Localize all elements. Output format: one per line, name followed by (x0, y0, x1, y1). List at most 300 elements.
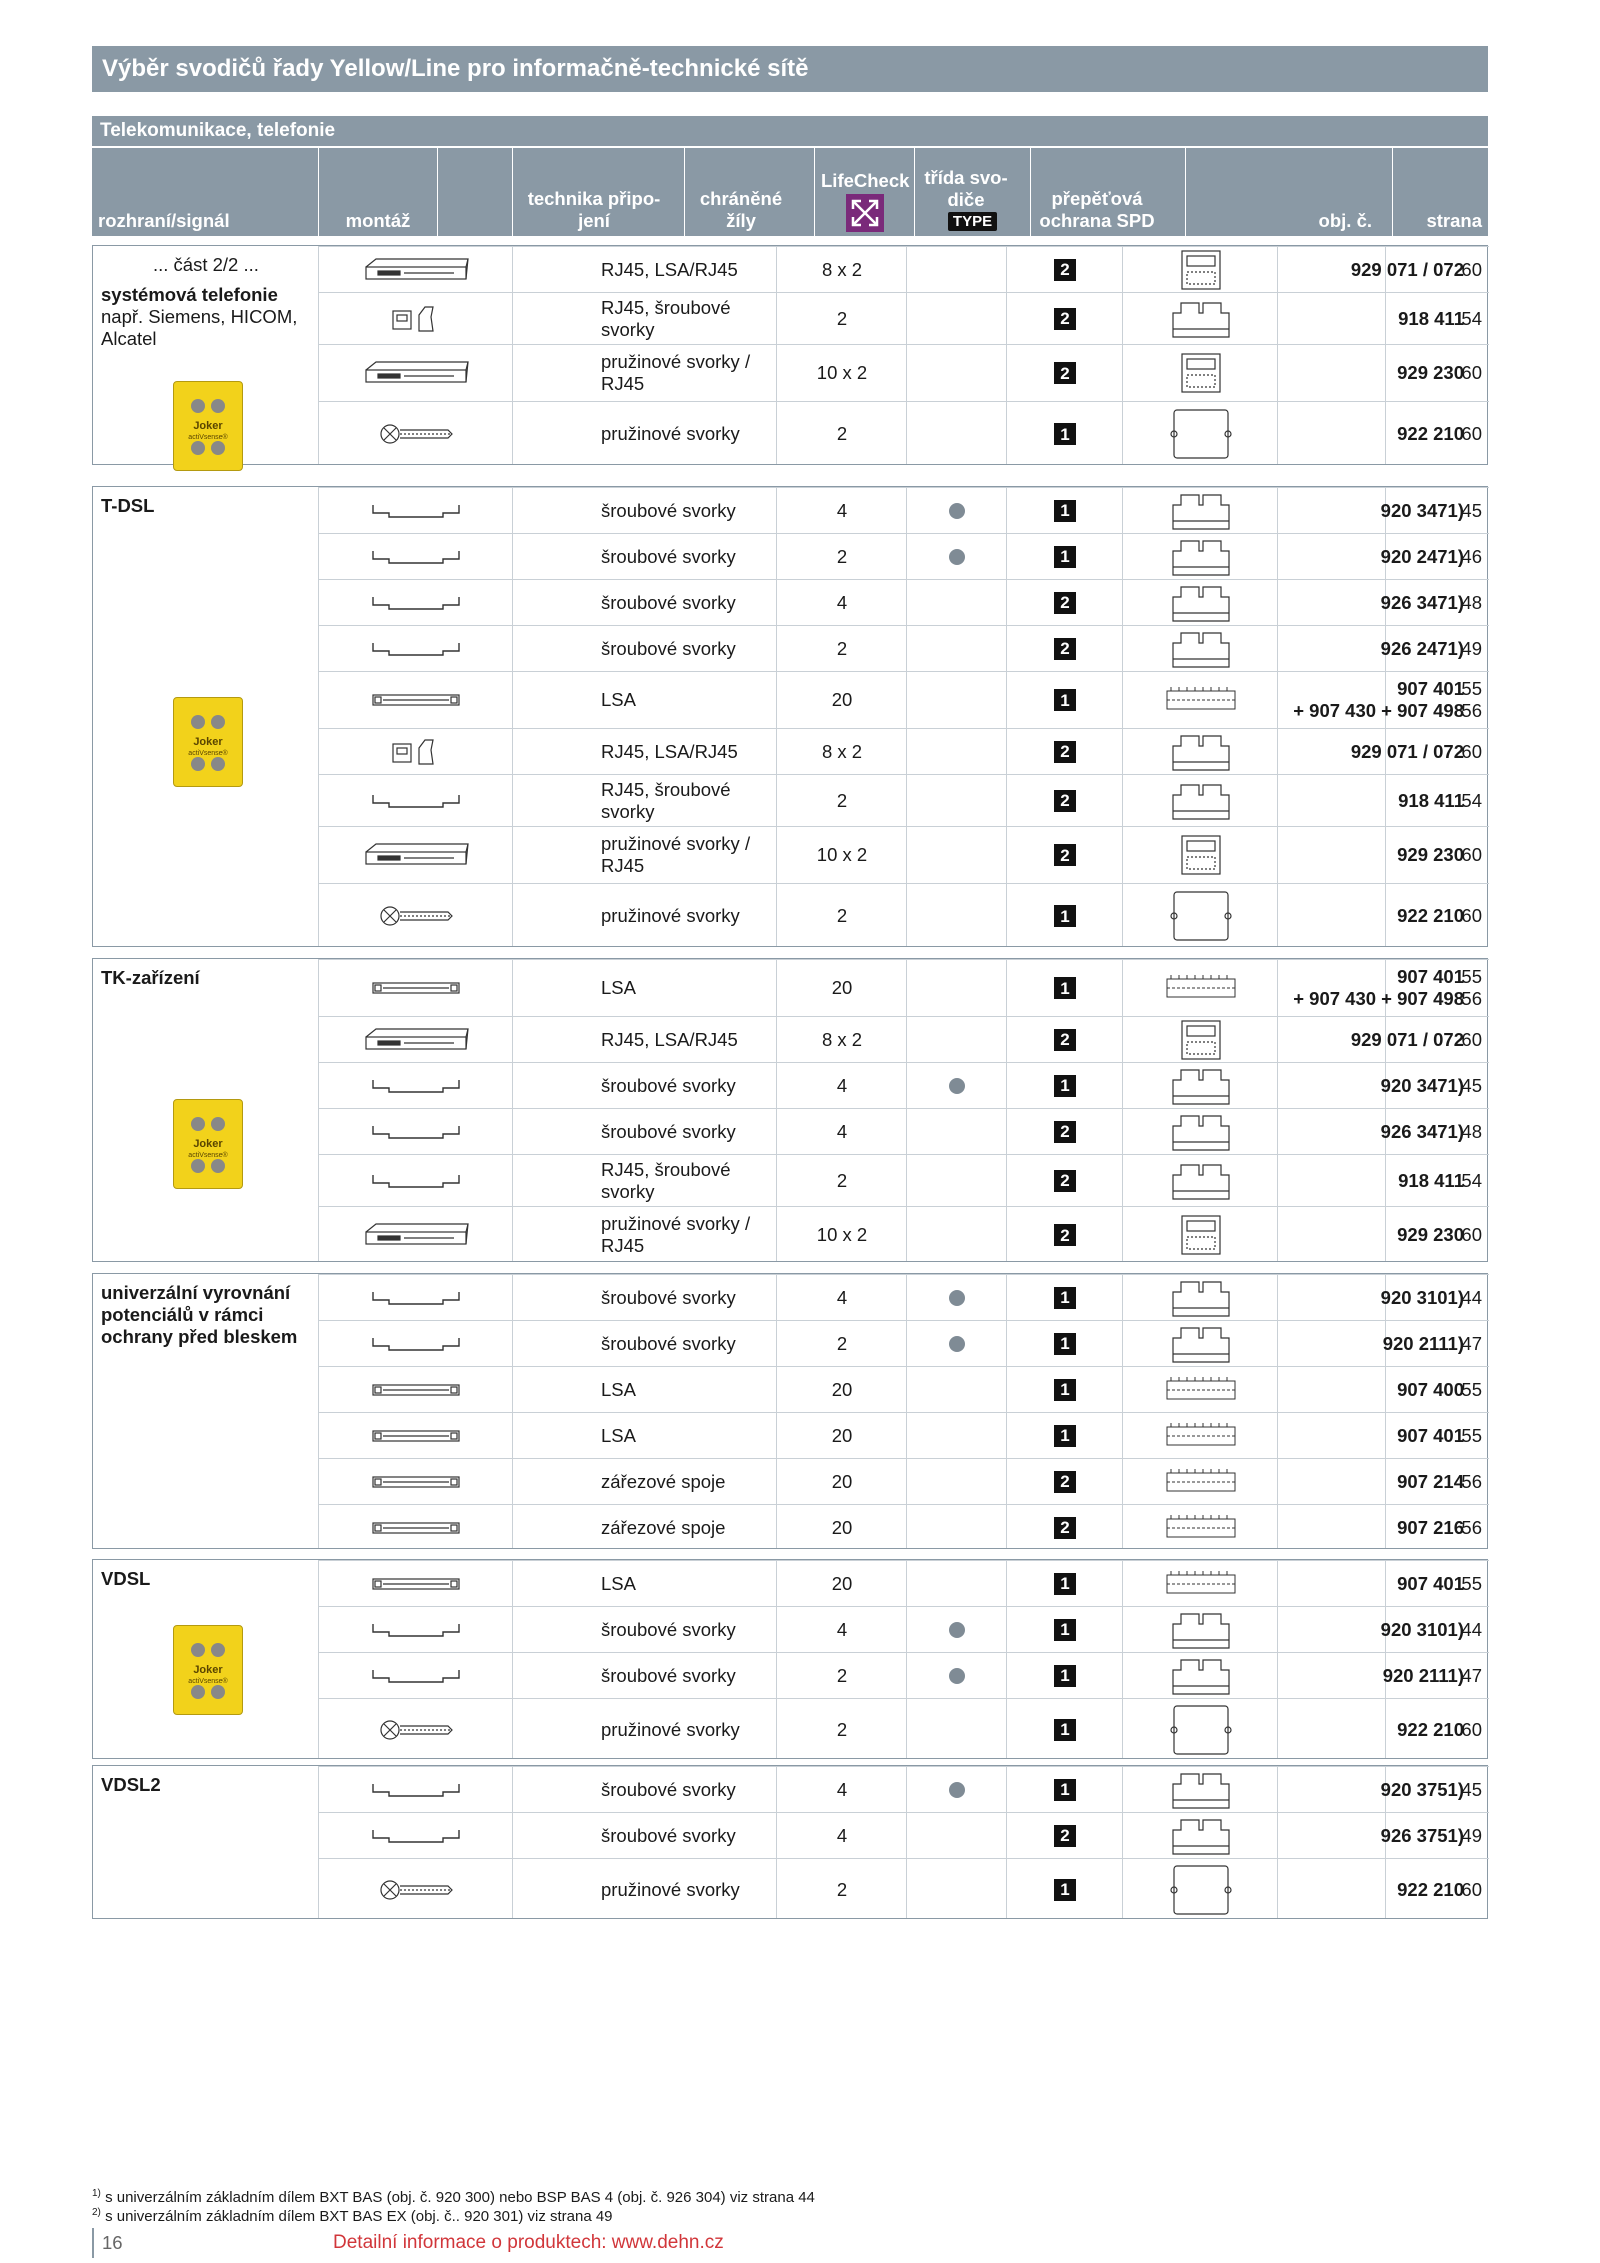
obj-cell: 929 071 / 072 (1350, 1028, 1464, 1050)
table-row (319, 1274, 1489, 1320)
mount-icon (319, 1017, 513, 1062)
lifecheck-cell (907, 1155, 1007, 1206)
zily-cell: 2 (836, 1169, 848, 1191)
trida-cell (1007, 960, 1123, 1016)
spd-icon (1123, 960, 1278, 1016)
strana-cell: 60 (1461, 1028, 1482, 1050)
mount-icon (319, 580, 513, 625)
lifecheck-cell (907, 1767, 1007, 1812)
tech-cell: šroubové svorky (601, 1778, 736, 1800)
obj-cell: 907 216 (1397, 1516, 1464, 1538)
table-row (319, 1412, 1489, 1458)
spd-icon (1123, 1413, 1278, 1458)
group-label-line: ... část 2/2 ... (153, 254, 259, 275)
class-badge: 2 (1054, 259, 1076, 281)
lifecheck-cell (907, 672, 1007, 728)
tech-cell: šroubové svorky (601, 1664, 736, 1686)
lifecheck-cell (907, 1859, 1007, 1920)
class-badge: 2 (1054, 1825, 1076, 1847)
mount-icon (319, 1607, 513, 1652)
obj-cell: 918 411 (1398, 789, 1464, 811)
tech-cell: pružinové svorky (601, 423, 740, 444)
zily-cell: 2 (836, 307, 848, 329)
class-badge: 2 (1054, 1029, 1076, 1051)
lifecheck-dot (949, 1668, 965, 1684)
lifecheck-cell (907, 1367, 1007, 1412)
zily-cell: 20 (831, 1470, 853, 1492)
footnote-2: $^{2)}$ s univerzálním základním dílem BXT BAS EX (obj. č.. 920 301) viz strana 49 (92, 2207, 613, 2225)
trida-cell (1007, 729, 1123, 774)
lifecheck-cell (907, 1413, 1007, 1458)
class-badge: 1 (1054, 546, 1076, 568)
zily-cell: 4 (836, 1286, 848, 1308)
lifecheck-cell (907, 402, 1007, 466)
spd-icon (1123, 1813, 1278, 1858)
obj-cell: 918 411 (1398, 307, 1464, 329)
joker-title: Joker (193, 1664, 223, 1676)
tech-cell: RJ45, šroubové svorky (601, 296, 731, 340)
mount-icon (319, 1653, 513, 1698)
strana-cell: 54 (1461, 307, 1482, 329)
spd-icon (1123, 1859, 1278, 1920)
lifecheck-cell (907, 1207, 1007, 1263)
class-badge: 1 (1054, 1719, 1076, 1741)
spd-icon (1123, 1767, 1278, 1812)
zily-cell: 4 (836, 1120, 848, 1142)
group-label-line: TK-zařízení (101, 967, 200, 988)
table-group (92, 1559, 1488, 1759)
zily-cell: 20 (831, 977, 853, 998)
tech-cell: pružinové svorky (601, 1718, 740, 1740)
mount-icon (319, 293, 513, 344)
lifecheck-cell (907, 827, 1007, 883)
trida-cell (1007, 1275, 1123, 1320)
joker-badge (173, 697, 243, 787)
table-row (319, 1366, 1489, 1412)
spd-icon (1123, 345, 1278, 401)
joker-subtitle: actiVsense® (188, 434, 228, 441)
tech-cell: RJ45, LSA/RJ45 (601, 258, 738, 280)
group-label-line: univerzální vyrovnání (101, 1282, 291, 1303)
class-badge: 1 (1054, 689, 1076, 711)
mount-icon (319, 1155, 513, 1206)
zily-cell: 2 (836, 1664, 848, 1686)
spd-icon (1123, 402, 1278, 466)
tech-cell: RJ45, šroubové svorky (601, 778, 731, 822)
lifecheck-dot (949, 1782, 965, 1798)
lifecheck-icon (846, 194, 884, 232)
trida-cell (1007, 1367, 1123, 1412)
joker-subtitle: actiVsense® (188, 1678, 228, 1685)
zily-cell: 20 (831, 689, 853, 710)
strana-cell: 55 56 (1461, 966, 1482, 1009)
trida-cell (1007, 1207, 1123, 1263)
spd-icon (1123, 534, 1278, 579)
obj-cell: 907 401 (1397, 1424, 1464, 1446)
spd-icon (1123, 626, 1278, 671)
table-row (319, 1206, 1489, 1263)
header-zily: chráněné žíly (685, 148, 814, 236)
mount-icon (319, 488, 513, 533)
mount-icon (319, 345, 513, 401)
spd-icon (1123, 1017, 1278, 1062)
joker-subtitle: actiVsense® (188, 750, 228, 757)
mount-icon (319, 1321, 513, 1366)
group-label (93, 967, 311, 989)
mount-icon (319, 626, 513, 671)
group-label-line: ochrany před bleskem (101, 1326, 298, 1347)
mount-icon (319, 827, 513, 883)
zily-cell: 2 (836, 1878, 848, 1900)
lifecheck-cell (907, 1561, 1007, 1606)
table-row (319, 344, 1489, 401)
trida-cell (1007, 1155, 1123, 1206)
table-row (319, 292, 1489, 344)
class-badge: 2 (1054, 1170, 1076, 1192)
obj-cell: 920 3101) (1380, 1618, 1464, 1640)
trida-cell (1007, 1505, 1123, 1550)
spd-icon (1123, 1459, 1278, 1504)
tech-cell: RJ45, šroubové svorky (601, 1158, 731, 1202)
trida-cell (1007, 775, 1123, 826)
joker-badge (173, 1099, 243, 1189)
zily-cell: 20 (831, 1424, 853, 1446)
group-label-line: potenciálů v rámci (101, 1304, 264, 1325)
zily-cell: 2 (836, 905, 848, 926)
obj-cell: 922 210 (1397, 423, 1464, 444)
table-row (319, 1016, 1489, 1062)
table-row (319, 1062, 1489, 1108)
trida-cell (1007, 580, 1123, 625)
class-badge: 1 (1054, 1287, 1076, 1309)
mount-icon (319, 1367, 513, 1412)
class-badge: 1 (1054, 1619, 1076, 1641)
obj-cell: 926 3751) (1380, 1824, 1464, 1846)
trida-cell (1007, 1413, 1123, 1458)
zily-cell: 10 x 2 (816, 362, 868, 383)
strana-cell: 48 (1461, 1120, 1482, 1142)
table-row (319, 487, 1489, 533)
strana-cell: 55 (1461, 1572, 1482, 1594)
tech-cell: šroubové svorky (601, 545, 736, 567)
header-strana: strana (1393, 148, 1488, 236)
spd-icon (1123, 1607, 1278, 1652)
lifecheck-cell (907, 884, 1007, 948)
spd-icon (1123, 729, 1278, 774)
tech-cell: šroubové svorky (601, 1286, 736, 1308)
trida-cell (1007, 534, 1123, 579)
footer-link[interactable]: Detailní informace o produktech: www.dehn.cz (333, 2232, 724, 2253)
tech-cell: pružinové svorky (601, 1878, 740, 1900)
zily-cell: 4 (836, 499, 848, 521)
header-lifecheck: LifeCheck (815, 148, 914, 236)
mount-icon (319, 672, 513, 728)
class-badge: 2 (1054, 592, 1076, 614)
obj-cell: 920 2111) (1382, 1664, 1464, 1686)
lifecheck-cell (907, 1653, 1007, 1698)
table-row (319, 625, 1489, 671)
lifecheck-cell (907, 775, 1007, 826)
lifecheck-cell (907, 1109, 1007, 1154)
strana-cell: 44 (1461, 1618, 1482, 1640)
group-label (93, 1282, 311, 1348)
group-label-line: systémová telefonie (101, 284, 278, 305)
tech-cell: zářezové spoje (601, 1516, 726, 1538)
lifecheck-cell (907, 1017, 1007, 1062)
mount-icon (319, 534, 513, 579)
trida-cell (1007, 1767, 1123, 1812)
table-row (319, 1154, 1489, 1206)
group-label-line: např. Siemens, HICOM, (101, 306, 298, 327)
class-badge: 1 (1054, 1779, 1076, 1801)
zily-cell: 2 (836, 1332, 848, 1354)
lifecheck-cell (907, 580, 1007, 625)
trida-cell (1007, 884, 1123, 948)
table-row (319, 1652, 1489, 1698)
trida-cell (1007, 1607, 1123, 1652)
zily-cell: 2 (836, 1718, 848, 1740)
obj-cell: 920 2111) (1382, 1332, 1464, 1354)
trida-cell (1007, 488, 1123, 533)
trida-cell (1007, 626, 1123, 671)
tech-cell: pružinové svorky / RJ45 (601, 1213, 751, 1256)
group-label (93, 1774, 311, 1796)
table-row (319, 671, 1489, 728)
class-badge: 1 (1054, 1425, 1076, 1447)
header-rozhrani: rozhraní/signál (92, 148, 318, 236)
table-row (319, 1766, 1489, 1812)
strana-cell: 49 (1461, 637, 1482, 659)
trida-cell (1007, 293, 1123, 344)
mount-icon (319, 1109, 513, 1154)
lifecheck-cell (907, 345, 1007, 401)
lifecheck-cell (907, 1063, 1007, 1108)
strana-cell: 48 (1461, 591, 1482, 613)
table-row (319, 1108, 1489, 1154)
zily-cell: 4 (836, 1778, 848, 1800)
group-label-line: Alcatel (101, 328, 157, 349)
class-badge: 1 (1054, 1665, 1076, 1687)
class-badge: 1 (1054, 1573, 1076, 1595)
zily-cell: 20 (831, 1572, 853, 1594)
tech-cell: šroubové svorky (601, 1332, 736, 1354)
table-row (319, 246, 1489, 292)
zily-cell: 2 (836, 789, 848, 811)
class-badge: 1 (1054, 1333, 1076, 1355)
obj-cell: 922 210 (1397, 1878, 1464, 1900)
obj-cell: 922 210 (1397, 1718, 1464, 1740)
strana-cell: 60 (1461, 1878, 1482, 1900)
spd-icon (1123, 827, 1278, 883)
spd-icon (1123, 1367, 1278, 1412)
table-row (319, 533, 1489, 579)
table-row (319, 1698, 1489, 1760)
obj-cell: 907 214 (1397, 1470, 1464, 1492)
lifecheck-dot (949, 1078, 965, 1094)
mount-icon (319, 1413, 513, 1458)
trida-cell (1007, 827, 1123, 883)
zily-cell: 8 x 2 (821, 1028, 863, 1050)
lifecheck-cell (907, 1607, 1007, 1652)
strana-cell: 60 (1461, 1718, 1482, 1740)
mount-icon (319, 775, 513, 826)
table-group (92, 958, 1488, 1262)
table-row (319, 883, 1489, 948)
obj-cell: 929 230 (1397, 844, 1464, 865)
zily-cell: 10 x 2 (816, 844, 868, 865)
class-badge: 2 (1054, 844, 1076, 866)
table-row (319, 774, 1489, 826)
obj-cell: 920 3471) (1380, 499, 1464, 521)
tech-cell: zářezové spoje (601, 1470, 726, 1492)
tech-cell: pružinové svorky (601, 905, 740, 926)
class-badge: 1 (1054, 500, 1076, 522)
zily-cell: 8 x 2 (821, 258, 863, 280)
lifecheck-dot (949, 1336, 965, 1352)
class-badge: 1 (1054, 1879, 1076, 1901)
trida-cell (1007, 1699, 1123, 1760)
strana-cell: 60 (1461, 1224, 1482, 1245)
tech-cell: LSA (601, 1424, 636, 1446)
lifecheck-dot (949, 1290, 965, 1306)
strana-cell: 60 (1461, 740, 1482, 762)
tech-cell: šroubové svorky (601, 591, 736, 613)
lifecheck-cell (907, 626, 1007, 671)
mount-icon (319, 960, 513, 1016)
mount-icon (319, 1505, 513, 1550)
joker-badge (173, 381, 243, 471)
strana-cell: 60 (1461, 905, 1482, 926)
strana-cell: 60 (1461, 362, 1482, 383)
mount-icon (319, 247, 513, 292)
spd-icon (1123, 580, 1278, 625)
group-label-line: VDSL (101, 1568, 151, 1589)
group-label-line: VDSL2 (101, 1774, 161, 1795)
tech-cell: LSA (601, 977, 636, 998)
obj-cell: 920 2471) (1380, 545, 1464, 567)
lifecheck-dot (949, 503, 965, 519)
trida-cell (1007, 1653, 1123, 1698)
table-row (319, 1858, 1489, 1920)
strana-cell: 60 (1461, 258, 1482, 280)
strana-cell: 45 (1461, 1778, 1482, 1800)
obj-cell: 918 411 (1398, 1169, 1464, 1191)
table-group (92, 1765, 1488, 1919)
table-row (319, 728, 1489, 774)
table-row (319, 401, 1489, 466)
lifecheck-cell (907, 1813, 1007, 1858)
strana-cell: 56 (1461, 1470, 1482, 1492)
strana-cell: 47 (1461, 1332, 1482, 1354)
strana-cell: 54 (1461, 789, 1482, 811)
spd-icon (1123, 1653, 1278, 1698)
trida-cell (1007, 247, 1123, 292)
class-badge: 2 (1054, 790, 1076, 812)
mount-icon (319, 1561, 513, 1606)
obj-cell: 929 230 (1397, 362, 1464, 383)
spd-icon (1123, 1505, 1278, 1550)
mount-icon (319, 1275, 513, 1320)
header-spd: přepěťová ochrana SPD (1031, 148, 1185, 236)
header-spacer (438, 148, 512, 236)
header-montaz: montáž (319, 148, 437, 236)
tech-cell: LSA (601, 689, 636, 710)
trida-cell (1007, 1321, 1123, 1366)
trida-cell (1007, 1859, 1123, 1920)
strana-cell: 54 (1461, 1169, 1482, 1191)
strana-cell: 55 56 (1461, 678, 1482, 721)
type-badge: TYPE (948, 212, 997, 231)
joker-badge (173, 1625, 243, 1715)
page-title: Výběr svodičů řady Yellow/Line pro informačně-technické sítě (92, 46, 1488, 92)
table-row (319, 1812, 1489, 1858)
mount-icon (319, 1813, 513, 1858)
class-badge: 2 (1054, 308, 1076, 330)
table-row (319, 959, 1489, 1016)
mount-icon (319, 884, 513, 948)
obj-cell: 926 3471) (1380, 1120, 1464, 1142)
table-row (319, 1606, 1489, 1652)
spd-icon (1123, 293, 1278, 344)
section-title: Telekomunikace, telefonie (92, 116, 1488, 146)
class-badge: 1 (1054, 977, 1076, 999)
mount-icon (319, 1459, 513, 1504)
lifecheck-cell (907, 1459, 1007, 1504)
group-label-line: T-DSL (101, 495, 155, 516)
tech-cell: šroubové svorky (601, 1618, 736, 1640)
obj-cell: 920 3471) (1380, 1074, 1464, 1096)
mount-icon (319, 1063, 513, 1108)
class-badge: 1 (1054, 905, 1076, 927)
obj-cell: 926 2471) (1380, 637, 1464, 659)
tech-cell: RJ45, LSA/RJ45 (601, 1028, 738, 1050)
spd-icon (1123, 1275, 1278, 1320)
header-obj: obj. č. (1186, 148, 1392, 236)
group-label (93, 495, 311, 517)
tech-cell: šroubové svorky (601, 499, 736, 521)
class-badge: 1 (1054, 423, 1076, 445)
group-label (93, 254, 311, 350)
strana-cell: 47 (1461, 1664, 1482, 1686)
page-number: 16 (92, 2228, 123, 2258)
obj-cell: 929 071 / 072 (1350, 258, 1464, 280)
mount-icon (319, 1699, 513, 1760)
lifecheck-cell (907, 293, 1007, 344)
zily-cell: 4 (836, 591, 848, 613)
zily-cell: 10 x 2 (816, 1224, 868, 1245)
obj-cell: 920 3101) (1380, 1286, 1464, 1308)
zily-cell: 8 x 2 (821, 740, 863, 762)
lifecheck-cell (907, 534, 1007, 579)
lifecheck-dot (949, 549, 965, 565)
spd-icon (1123, 1699, 1278, 1760)
spd-icon (1123, 1063, 1278, 1108)
header-technika: technika připo-jení (513, 148, 684, 236)
class-badge: 2 (1054, 362, 1076, 384)
tech-cell: šroubové svorky (601, 637, 736, 659)
table-row (319, 1560, 1489, 1606)
tech-cell: RJ45, LSA/RJ45 (601, 740, 738, 762)
table-row (319, 1504, 1489, 1550)
strana-cell: 44 (1461, 1286, 1482, 1308)
obj-cell: 929 071 / 072 (1350, 740, 1464, 762)
table-group (92, 1273, 1488, 1549)
joker-subtitle: actiVsense® (188, 1152, 228, 1159)
footnote-1: $^{1)}$ s univerzálním základním dílem BXT BAS (obj. č. 920 300) nebo BSP BAS 4 (obj. č. 926 304) viz strana 44 (92, 2188, 815, 2206)
strana-cell: 60 (1461, 844, 1482, 865)
lifecheck-cell (907, 729, 1007, 774)
obj-cell: 907 401 + 907 430 + 907 498 (1293, 678, 1464, 721)
